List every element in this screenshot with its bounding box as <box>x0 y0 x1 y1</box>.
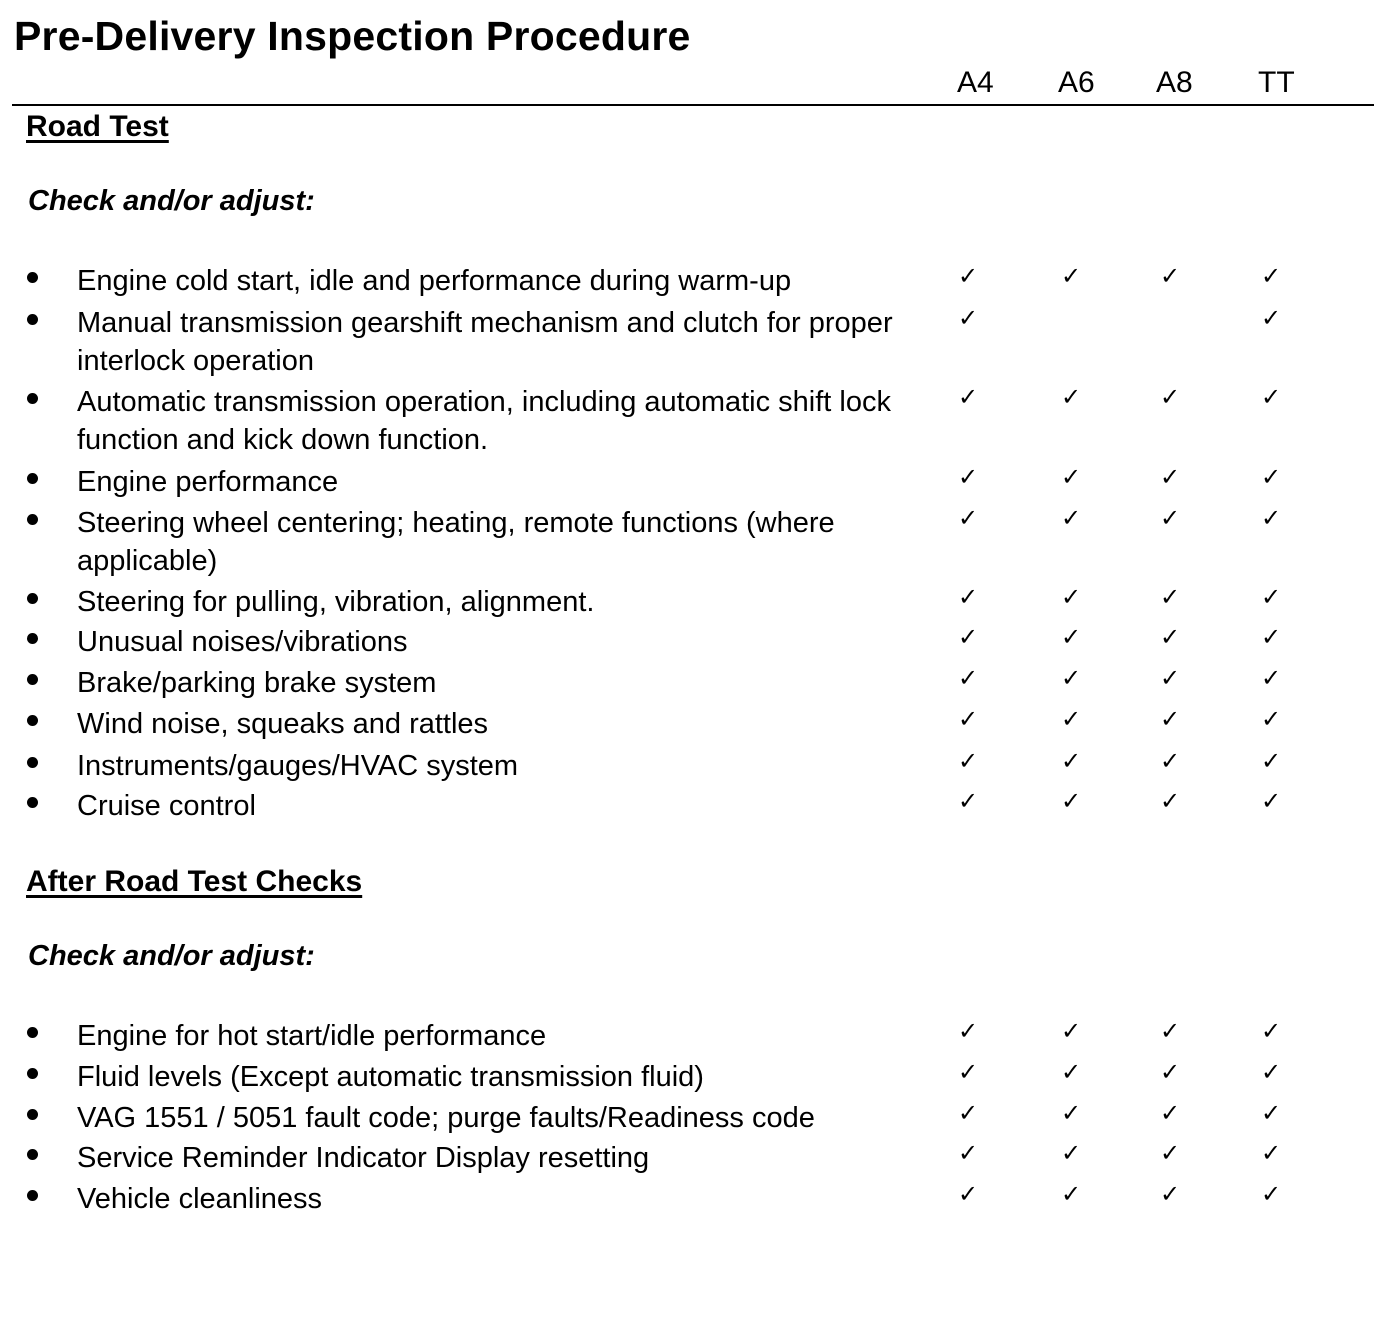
bullet-icon <box>27 674 38 685</box>
checkmark-icon: ✓ <box>1261 384 1282 411</box>
checkmark-icon: ✓ <box>958 624 979 651</box>
checkmark-icon: ✓ <box>1160 384 1181 411</box>
item-text: Vehicle cleanliness <box>77 1183 323 1215</box>
checkmark-icon: ✓ <box>1261 305 1282 332</box>
checkmark-icon: ✓ <box>1261 624 1282 651</box>
checkmark-icon: ✓ <box>1061 584 1082 611</box>
column-header-tt: TT <box>1258 66 1295 99</box>
checkmark-icon: ✓ <box>1061 1100 1082 1127</box>
checkmark-icon: ✓ <box>1261 1018 1282 1045</box>
header-rule <box>12 104 1374 106</box>
checkmark-icon: ✓ <box>1160 1181 1181 1208</box>
checkmark-icon: ✓ <box>1061 748 1082 775</box>
section-subheading: Check and/or adjust: <box>28 185 315 217</box>
checkmark-icon: ✓ <box>1160 706 1181 733</box>
checkmark-icon: ✓ <box>958 263 979 290</box>
checkmark-icon: ✓ <box>1061 1181 1082 1208</box>
checkmark-icon: ✓ <box>1061 788 1082 815</box>
checkmark-icon: ✓ <box>1061 384 1082 411</box>
checkmark-icon: ✓ <box>1160 1059 1181 1086</box>
checkmark-icon: ✓ <box>958 788 979 815</box>
checkmark-icon: ✓ <box>1261 464 1282 491</box>
checkmark-icon: ✓ <box>958 305 979 332</box>
bullet-icon <box>27 1190 38 1201</box>
checkmark-icon: ✓ <box>1061 665 1082 692</box>
checkmark-icon: ✓ <box>1061 624 1082 651</box>
column-header-a8: A8 <box>1156 66 1193 99</box>
checkmark-icon: ✓ <box>1160 1140 1181 1167</box>
checkmark-icon: ✓ <box>1160 505 1181 532</box>
checkmark-icon: ✓ <box>1160 665 1181 692</box>
checkmark-icon: ✓ <box>1261 788 1282 815</box>
item-text: Unusual noises/vibrations <box>77 626 408 658</box>
bullet-icon <box>27 393 38 404</box>
section-title-road-test: Road Test <box>26 110 169 143</box>
item-text: Steering wheel centering; heating, remote functions (where applicable) <box>77 507 835 577</box>
checkmark-icon: ✓ <box>1261 1059 1282 1086</box>
checkmark-icon: ✓ <box>958 384 979 411</box>
checkmark-icon: ✓ <box>958 505 979 532</box>
item-text: Instruments/gauges/HVAC system <box>77 750 519 782</box>
item-text: VAG 1551 / 5051 fault code; purge faults/Readiness code <box>77 1102 815 1134</box>
page-title: Pre-Delivery Inspection Procedure <box>14 13 691 59</box>
checkmark-icon: ✓ <box>1261 263 1282 290</box>
checkmark-icon: ✓ <box>1061 1059 1082 1086</box>
section-title-after-road-test: After Road Test Checks <box>26 865 363 898</box>
checkmark-icon: ✓ <box>1261 505 1282 532</box>
checkmark-icon: ✓ <box>1261 1140 1282 1167</box>
checkmark-icon: ✓ <box>1261 584 1282 611</box>
checkmark-icon: ✓ <box>1160 748 1181 775</box>
checkmark-icon: ✓ <box>1061 1018 1082 1045</box>
checkmark-icon: ✓ <box>1160 263 1181 290</box>
checkmark-icon: ✓ <box>1160 1100 1181 1127</box>
item-text: Engine for hot start/idle performance <box>77 1020 547 1052</box>
item-text: Wind noise, squeaks and rattles <box>77 708 489 740</box>
checkmark-icon: ✓ <box>1261 1181 1282 1208</box>
checkmark-icon: ✓ <box>958 1140 979 1167</box>
checkmark-icon: ✓ <box>958 1181 979 1208</box>
bullet-icon <box>27 272 38 283</box>
bullet-icon <box>27 1149 38 1160</box>
bullet-icon <box>27 633 38 644</box>
checkmark-icon: ✓ <box>958 584 979 611</box>
checkmark-icon: ✓ <box>958 1018 979 1045</box>
item-text: Manual transmission gearshift mechanism and clutch for proper interlock operation <box>77 307 893 377</box>
checkmark-icon: ✓ <box>958 706 979 733</box>
checkmark-icon: ✓ <box>1160 788 1181 815</box>
checkmark-icon: ✓ <box>1061 464 1082 491</box>
bullet-icon <box>27 1109 38 1120</box>
bullet-icon <box>27 1027 38 1038</box>
checkmark-icon: ✓ <box>958 665 979 692</box>
column-header-a4: A4 <box>957 66 994 99</box>
checkmark-icon: ✓ <box>1160 624 1181 651</box>
checkmark-icon: ✓ <box>1261 706 1282 733</box>
checkmark-icon: ✓ <box>958 1100 979 1127</box>
bullet-icon <box>27 715 38 726</box>
item-text: Service Reminder Indicator Display resetting <box>77 1142 650 1174</box>
bullet-icon <box>27 514 38 525</box>
bullet-icon <box>27 314 38 325</box>
checkmark-icon: ✓ <box>1061 263 1082 290</box>
bullet-icon <box>27 797 38 808</box>
bullet-icon <box>27 1068 38 1079</box>
item-text: Engine performance <box>77 466 339 498</box>
checkmark-icon: ✓ <box>1061 706 1082 733</box>
item-text: Automatic transmission operation, including automatic shift lock function and kick down function. <box>77 386 891 456</box>
item-text: Steering for pulling, vibration, alignment. <box>77 586 595 618</box>
item-text: Engine cold start, idle and performance during warm-up <box>77 265 792 297</box>
item-text: Fluid levels (Except automatic transmission fluid) <box>77 1061 704 1093</box>
checkmark-icon: ✓ <box>1261 748 1282 775</box>
checkmark-icon: ✓ <box>1160 584 1181 611</box>
section-subheading: Check and/or adjust: <box>28 940 315 972</box>
checkmark-icon: ✓ <box>958 748 979 775</box>
item-text: Brake/parking brake system <box>77 667 437 699</box>
checkmark-icon: ✓ <box>1160 1018 1181 1045</box>
checkmark-icon: ✓ <box>1160 464 1181 491</box>
bullet-icon <box>27 757 38 768</box>
column-header-a6: A6 <box>1058 66 1095 99</box>
checkmark-icon: ✓ <box>1261 1100 1282 1127</box>
bullet-icon <box>27 473 38 484</box>
item-text: Cruise control <box>77 790 256 822</box>
checkmark-icon: ✓ <box>1261 665 1282 692</box>
bullet-icon <box>27 593 38 604</box>
checkmark-icon: ✓ <box>958 464 979 491</box>
checkmark-icon: ✓ <box>1061 505 1082 532</box>
checkmark-icon: ✓ <box>958 1059 979 1086</box>
checkmark-icon: ✓ <box>1061 1140 1082 1167</box>
